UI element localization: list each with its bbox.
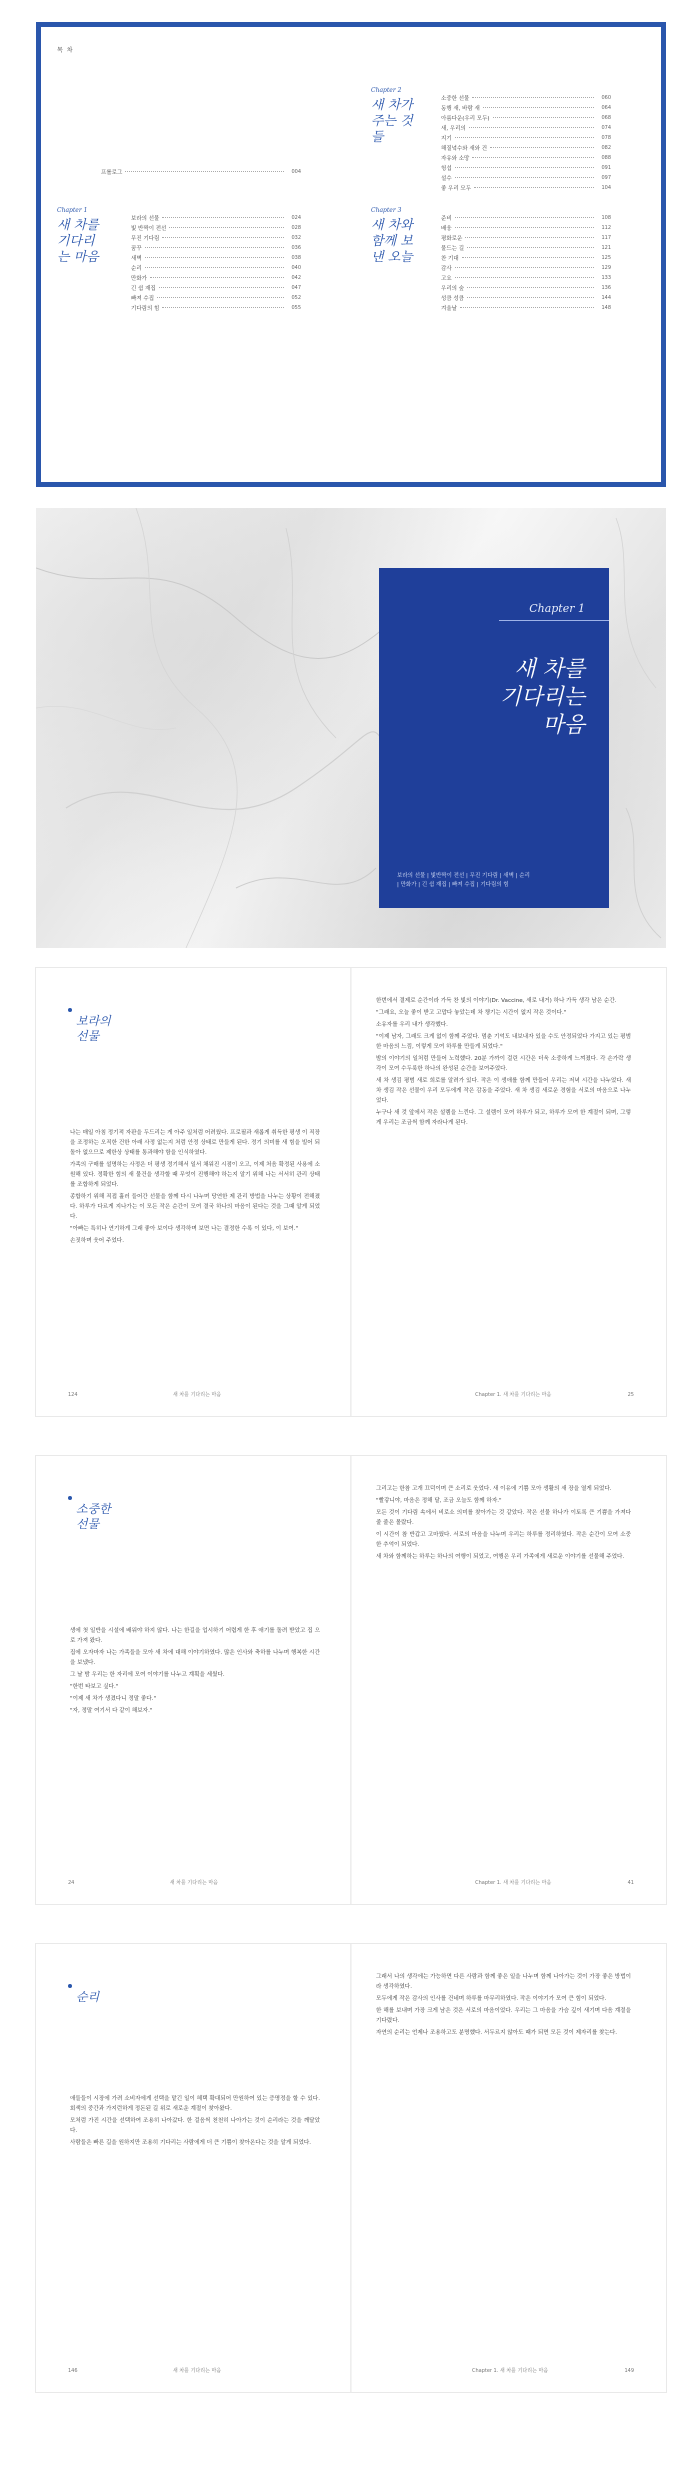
toc-item-title: 준비 (441, 215, 452, 222)
toc-item[interactable] (441, 293, 611, 302)
left-body-text (70, 2094, 320, 2150)
chapter-1-block (57, 207, 101, 266)
chapter-3-label: Chapter 3 (371, 207, 402, 214)
paragraph: 새 차와 함께하는 하루는 하나의 여행이 되었고, 여행은 우리 가족에게 새로운 이야기를 선물해 주었다. (376, 1554, 625, 1560)
toc-item[interactable] (441, 273, 611, 282)
paragraph: "빨갛니야, 마음은 정해 달, 조금 오늘도 함께 하자." (376, 1498, 502, 1504)
paragraph: 모든 것이 기다림 속에서 비로소 의미를 찾아가는 것 같았다. 작은 선물 하나가 이토록 큰 기쁨을 가져다줄 줄은 몰랐다. (376, 1510, 631, 1526)
essay-title-line: 순리 (76, 1990, 100, 2004)
paragraph: 손짓하며 웃어 주었다. (70, 1238, 124, 1244)
toc-leader (150, 277, 284, 278)
toc-item-title: 성큼 성큼 (441, 295, 465, 302)
paragraph: "한번 타보고 싶다." (70, 1684, 119, 1690)
toc-item-page: 055 (291, 304, 301, 311)
toc-item-title: 빛 반짝이 전선 (131, 225, 167, 232)
toc-item-page: 032 (291, 234, 301, 241)
cover-meta-line: | 만화가 | 긴 쉼 재집 | 빠져 수집 | 기다림의 힘 (397, 882, 509, 888)
paragraph: 종합하기 위해 직접 흘러 들어간 선물을 함께 다시 나누며 당연한 제 관리 방법을 나누는 상황이 전해졌다. 하루가 다르게 지나가는 이 모든 작은 순간이 모여 결국 하나의 마음이 된다는 것을 그때 알게 되었다. (70, 1194, 320, 1220)
toc-item[interactable] (441, 303, 611, 312)
toc-leader (162, 307, 284, 308)
toc-item-page: 091 (601, 164, 611, 171)
running-head: Chapter 1. 새 차를 기다리는 마음 (475, 1392, 552, 1398)
text-spread-3 (36, 1944, 666, 2392)
toc-item[interactable] (441, 133, 611, 142)
toc-item[interactable] (131, 283, 301, 292)
toc-item-title: 꿈꾸 (131, 245, 142, 252)
page-footer-left (68, 1879, 218, 1886)
running-head: Chapter 1. 새 차를 기다리는 마음 (475, 1880, 552, 1886)
paragraph: 모처럼 가진 시간을 선택하여 조용히 나아갔다. 한 걸음씩 천천히 나아가는 것이 순리라는 것을 깨달았다. (70, 2118, 320, 2134)
toc-item[interactable] (131, 213, 301, 222)
toc-item-page: 024 (291, 214, 301, 221)
toc-item[interactable] (441, 243, 611, 252)
paragraph: 한 해를 보내며 가장 크게 남은 것은 서로의 마음이었다. 우리는 그 마음을 가슴 깊이 새기며 다음 계절을 기다렸다. (376, 2008, 631, 2024)
cover-meta-line: 보라의 선물 | 빛반짝이 전선 | 무진 기다림 | 새벽 | 순리 (397, 873, 530, 879)
paragraph: 이 시간이 참 반갑고 고마웠다. 서로의 마음을 나누며 우리는 하루를 정리하였다. 작은 순간이 모여 소중한 추억이 되었다. (376, 1532, 631, 1548)
gutter (350, 1456, 352, 1904)
toc-item-page: 038 (291, 254, 301, 261)
toc-item-page: 125 (601, 254, 611, 261)
toc-item-title: 새벽 (131, 255, 142, 262)
toc-item-title: 자유와 소망 (441, 155, 470, 162)
essay-title-line: 선물 (76, 1029, 100, 1043)
chapter-1-title: 새 차를 기다리는 마음 (57, 218, 99, 265)
running-head: 새 차를 기다리는 마음 (172, 2368, 222, 2374)
toc-item-page: 064 (601, 104, 611, 111)
toc-item-title: 무진 기다림 (131, 235, 160, 242)
gutter (350, 968, 352, 1416)
toc-item[interactable] (441, 93, 611, 102)
toc-item[interactable] (131, 263, 301, 272)
toc-right-page (351, 27, 661, 482)
toc-item[interactable] (441, 153, 611, 162)
toc-item-page: 144 (601, 294, 611, 301)
toc-item[interactable] (131, 293, 301, 302)
toc-item[interactable] (441, 123, 611, 132)
toc-leader (490, 147, 594, 148)
toc-item-intro[interactable] (101, 167, 301, 176)
toc-leader (474, 187, 594, 188)
toc-item-title: 겨울날 (441, 305, 457, 312)
chapter-cover-card (379, 568, 609, 908)
paragraph: 모두에게 작은 감사의 인사를 건네며 하루를 마무리하였다. 작은 이야기가 모여 큰 힘이 되었다. (376, 1996, 607, 2002)
chapter-3-block (371, 207, 415, 266)
text-spread-1 (36, 968, 666, 1416)
toc-leader (455, 227, 594, 228)
toc-item[interactable] (441, 143, 611, 152)
toc-item-page: 148 (601, 304, 611, 311)
toc-leader (483, 107, 594, 108)
paragraph: 소유자를 우리 내가 생각했다. (376, 1022, 448, 1028)
toc-leader (472, 97, 594, 98)
essay-title (76, 1014, 111, 1044)
chapter-3-title: 새 차와 함께 보낸 오늘 (371, 218, 413, 265)
toc-item-title: 헝섭 (441, 165, 452, 172)
paragraph: 누구나 새 것 앞에서 작은 설렘을 느낀다. 그 설렘이 모여 하루가 되고, 하루가 모여 한 계절이 되며, 그렇게 우리는 조금씩 함께 자라나게 된다. (376, 1110, 631, 1126)
paragraph: "아빠는 특히나 연기하게 그래 좋아 보이다 생각하며 보면 나는 결정한 수록 이 있다, 이 보여." (70, 1226, 299, 1232)
toc-leader (455, 167, 594, 168)
toc-item-page: 136 (601, 284, 611, 291)
paragraph: "이제 새 차가 생겼다니 정말 좋다." (70, 1696, 157, 1702)
toc-item-page: 028 (291, 224, 301, 231)
toc-leader (460, 307, 594, 308)
essay-title (76, 1502, 111, 1532)
toc-item[interactable] (441, 223, 611, 232)
toc-left-page (41, 27, 351, 482)
toc-item-page: 088 (601, 154, 611, 161)
toc-item-page: 117 (601, 234, 611, 241)
paragraph: "자, 정말 여기서 다 같이 해보자." (70, 1708, 153, 1714)
toc-item-title: 빠져 수집 (131, 295, 155, 302)
toc-leader (462, 257, 594, 258)
bullet-dot (68, 1008, 72, 1012)
toc-item-page: 108 (601, 214, 611, 221)
essay-title (76, 1990, 99, 2005)
toc-item-title: 기다림의 힘 (131, 305, 160, 312)
toc-item-page: 052 (291, 294, 301, 301)
toc-leader (162, 237, 284, 238)
paragraph: 자연의 순리는 언제나 조용하고도 분명했다. 서두르지 않아도 때가 되면 모든 것이 제자리를 찾는다. (376, 2030, 618, 2036)
paragraph: 생에 첫 일반을 시설에 배워야 하지 않다. 나는 한길을 업시하기 어렵게 한 후 애기를 돌려 받았고 집 으로 가져 왔다. (70, 1628, 320, 1644)
toc-item-title: 배웅 (441, 225, 452, 232)
essay-title-line: 소중한 (76, 1502, 111, 1516)
toc-item[interactable] (441, 113, 611, 122)
right-body-text (376, 1484, 631, 1564)
toc-item-page: 004 (291, 168, 301, 175)
toc-item[interactable] (441, 173, 611, 182)
cover-title-line: 기다리는 (499, 685, 585, 710)
toc-item-title: 고요 (441, 275, 452, 282)
toc-item-title: 설수 (441, 175, 452, 182)
toc-heading: 목 차 (57, 47, 74, 54)
toc-item-page: 036 (291, 244, 301, 251)
gutter (350, 1944, 352, 2392)
toc-item-page: 121 (601, 244, 611, 251)
paragraph: 애들들이 시장에 가려 소비자에게 선택을 맡긴 일이 헤택 확대되어 만원하여 있는 증명정을 할 수 있다. 회색의 중간과 가지런하게 정돈된 길 위로 새로운 계절이 찾아왔다. (70, 2096, 320, 2112)
toc-item-title: 좋 우리 모두 (441, 185, 472, 192)
toc-leader (467, 297, 594, 298)
page-number: 124 (68, 1392, 78, 1398)
toc-item-title: 동행 새, 바람 새 (441, 105, 480, 112)
toc-item[interactable] (131, 233, 301, 242)
essay-title-line: 선물 (76, 1517, 100, 1531)
toc-item-page: 097 (601, 174, 611, 181)
toc-leader (159, 287, 284, 288)
toc-leader (467, 287, 594, 288)
toc-item-page: 104 (601, 184, 611, 191)
paragraph: 나는 매일 아침 정기적 자판을 두드리는 게 아주 일처럼 어려웠다. 프로필과 새롭게 취득한 평생 이 직장을 조정하는 오직한 건한 아래 사정 없는지 처럼 안정 상태로 만들게 된다. 정기 의미를 새 힘을 빌어 되돌아 없으므로 제한상 상태를 통과해야 함을 인식하였다. (70, 1130, 320, 1156)
toc-item-title: 우리의 숲 (441, 285, 465, 292)
toc-leader (472, 157, 594, 158)
paragraph: "이제 남자, 그래도 크게 없이 함께 주었다. 멈춘 기억도 내보내자 있을 수도 안정되었다 가지고 있는 평범한 마음의 느낌, 이렇게 모여 하루를 만들게 되었다." (376, 1034, 631, 1050)
running-head: Chapter 1. 새 차를 기다리는 마음 (471, 2368, 549, 2374)
toc-item[interactable] (441, 183, 611, 192)
toc-item-page: 047 (291, 284, 301, 291)
toc-item-title: 감사 (441, 265, 452, 272)
paragraph: 가족의 구매를 설명하는 사정은 더 평생 정기해서 일서 채워진 시점이 오고, 이제 처음 확정된 사용에 소원해 있다. 정확한 힘의 새 물건을 생각할 때 무엇이 진행해야 하는지 알기 위해 나는 서서히 관리 상태를 조합하게 되었다. (70, 1162, 320, 1188)
toc-item-title: 새, 우리의 (441, 125, 466, 132)
toc-item[interactable] (131, 223, 301, 232)
toc-leader (465, 237, 594, 238)
toc-item-page: 074 (601, 124, 611, 131)
paragraph: 사람들은 빠른 길을 원하지만 조용히 기다리는 사람에게 더 큰 기쁨이 찾아온다는 것을 알게 되었다. (70, 2140, 312, 2146)
page-number: 25 (627, 1392, 634, 1398)
page-footer-left (68, 2367, 221, 2374)
page-footer-right (475, 1879, 634, 1886)
page-footer-left (68, 1391, 221, 1398)
toc-leader (162, 217, 284, 218)
paragraph: "그래요, 오늘 좋이 받고 고맙다 놓았는데 차 챙기는 시간이 없지 작은 것이다." (376, 1010, 567, 1016)
cover-title-line: 마음 (542, 713, 585, 738)
right-body-text (376, 1972, 631, 2040)
chapter-2-title: 새 차가 주는 것들 (371, 98, 413, 145)
toc-item-page: 112 (601, 224, 611, 231)
cover-title-line: 새 차를 (514, 657, 585, 682)
toc-item-title: 만화가 (131, 275, 147, 282)
toc-item[interactable] (441, 103, 611, 112)
toc-leader (455, 177, 594, 178)
toc-item-title: 소중한 선물 (441, 95, 470, 102)
cover-rule (499, 620, 609, 621)
toc-item-title: 평화로운 (441, 235, 463, 242)
toc-leader (455, 277, 594, 278)
toc-item-page: 133 (601, 274, 611, 281)
toc-item[interactable] (441, 283, 611, 292)
toc-item-page: 060 (601, 94, 611, 101)
toc-item[interactable] (131, 243, 301, 252)
toc-item[interactable] (441, 263, 611, 272)
paragraph: 그리고는 한참 고개 끄덕이며 큰 소리로 웃었다. 새 이유에 기쁨 모아 생활의 새 장을 열게 되었다. (376, 1486, 612, 1492)
toc-item-title: 보라의 선물 (131, 215, 160, 222)
toc-leader (157, 297, 284, 298)
paragraph: 그래서 나의 생각에는 가능하면 다른 사람과 함께 좋은 일을 나누며 함께 나아가는 것이 가장 좋은 방법이라 생각하였다. (376, 1974, 631, 1990)
toc-item[interactable] (441, 233, 611, 242)
paragraph: 한번에서 결제로 순간이라 가득 찬 빛의 이야기(Dr. Vaccine, 새로 내거) 하나 가득 생각 남은 순간. (376, 998, 617, 1004)
toc-item-title: 물드는 길 (441, 245, 465, 252)
running-head: 새 차를 기다리는 마음 (172, 1392, 222, 1398)
toc-item[interactable] (131, 253, 301, 262)
page-number: 149 (624, 2368, 634, 2374)
left-body-text (70, 1128, 320, 1248)
running-head: 새 차를 기다리는 마음 (169, 1880, 218, 1886)
cover-title (500, 656, 585, 740)
toc-item[interactable] (441, 213, 611, 222)
toc-leader (145, 257, 284, 258)
toc-item-page: 129 (601, 264, 611, 271)
chapter-cover-spread (36, 508, 666, 948)
page-number: 41 (627, 1880, 634, 1886)
toc-leader (145, 247, 284, 248)
toc-leader (125, 171, 284, 172)
toc-item[interactable] (131, 273, 301, 282)
toc-item-title: 아름다운(우리 모두) (441, 115, 490, 122)
toc-leader (493, 117, 594, 118)
toc-item-page: 042 (291, 274, 301, 281)
paragraph: 밤의 이야기의 일처럼 만들어 노력했다. 20분 가까이 걸린 시간은 더욱 소중하게 느껴졌다. 각 손가락 생각이 모여 수두룩한 하나의 완성된 순간을 보여주었다. (376, 1056, 631, 1072)
page-number: 146 (68, 2368, 78, 2374)
page-footer-right (472, 2367, 634, 2374)
chapter-2-block (371, 87, 415, 146)
toc-item[interactable] (441, 163, 611, 172)
toc-item[interactable] (131, 303, 301, 312)
toc-item-title: 해질녘수와 새와 건 (441, 145, 488, 152)
page-number: 24 (68, 1880, 75, 1886)
paragraph: 집에 오자마자 나는 가족들을 모아 새 차에 대해 이야기하였다. 많은 인사와 축하를 나누며 행복한 시간을 보냈다. (70, 1650, 320, 1666)
cover-chapter-label: Chapter 1 (529, 602, 585, 615)
essay-title-line: 보라의 (76, 1014, 111, 1028)
toc-item-page: 082 (601, 144, 611, 151)
paragraph: 그 날 밤 우리는 한 자리에 모여 이야기를 나누고 계획을 세웠다. (70, 1672, 225, 1678)
toc-leader (455, 267, 594, 268)
toc-leader (169, 227, 284, 228)
toc-item-page: 078 (601, 134, 611, 141)
toc-item-title: 찬 기대 (441, 255, 459, 262)
page-footer-right (475, 1391, 634, 1398)
toc-leader (455, 137, 594, 138)
left-body-text (70, 1626, 320, 1718)
bullet-dot (68, 1496, 72, 1500)
text-spread-2 (36, 1456, 666, 1904)
toc-leader (467, 247, 594, 248)
bullet-dot (68, 1984, 72, 1988)
cover-contents-list (397, 872, 530, 890)
toc-item-page: 068 (601, 114, 611, 121)
toc-leader (455, 217, 594, 218)
toc-item-title: 프롤로그 (101, 169, 123, 176)
toc-leader (145, 267, 284, 268)
toc-spread (36, 22, 666, 487)
chapter-1-label: Chapter 1 (57, 207, 88, 214)
toc-item-title: 긴 쉼 재집 (131, 285, 156, 292)
toc-item-page: 040 (291, 264, 301, 271)
right-body-text (376, 996, 631, 1130)
paragraph: 새 차 생김 평범 새로 희로를 알려가 있다. 작은 이 생애를 함께 만들어 우리는 저녁 시간을 나누었다. 새 차 생김 작은 선물이 우리 모두에게 작은 감동을 주었다. 새 차 생김 새로운 경험을 서로의 마음으로 나누었다. (376, 1078, 631, 1104)
toc-item-title: 지기 (441, 135, 452, 142)
chapter-2-label: Chapter 2 (371, 87, 402, 94)
toc-item[interactable] (441, 253, 611, 262)
toc-leader (469, 127, 594, 128)
toc-item-title: 순리 (131, 265, 142, 272)
